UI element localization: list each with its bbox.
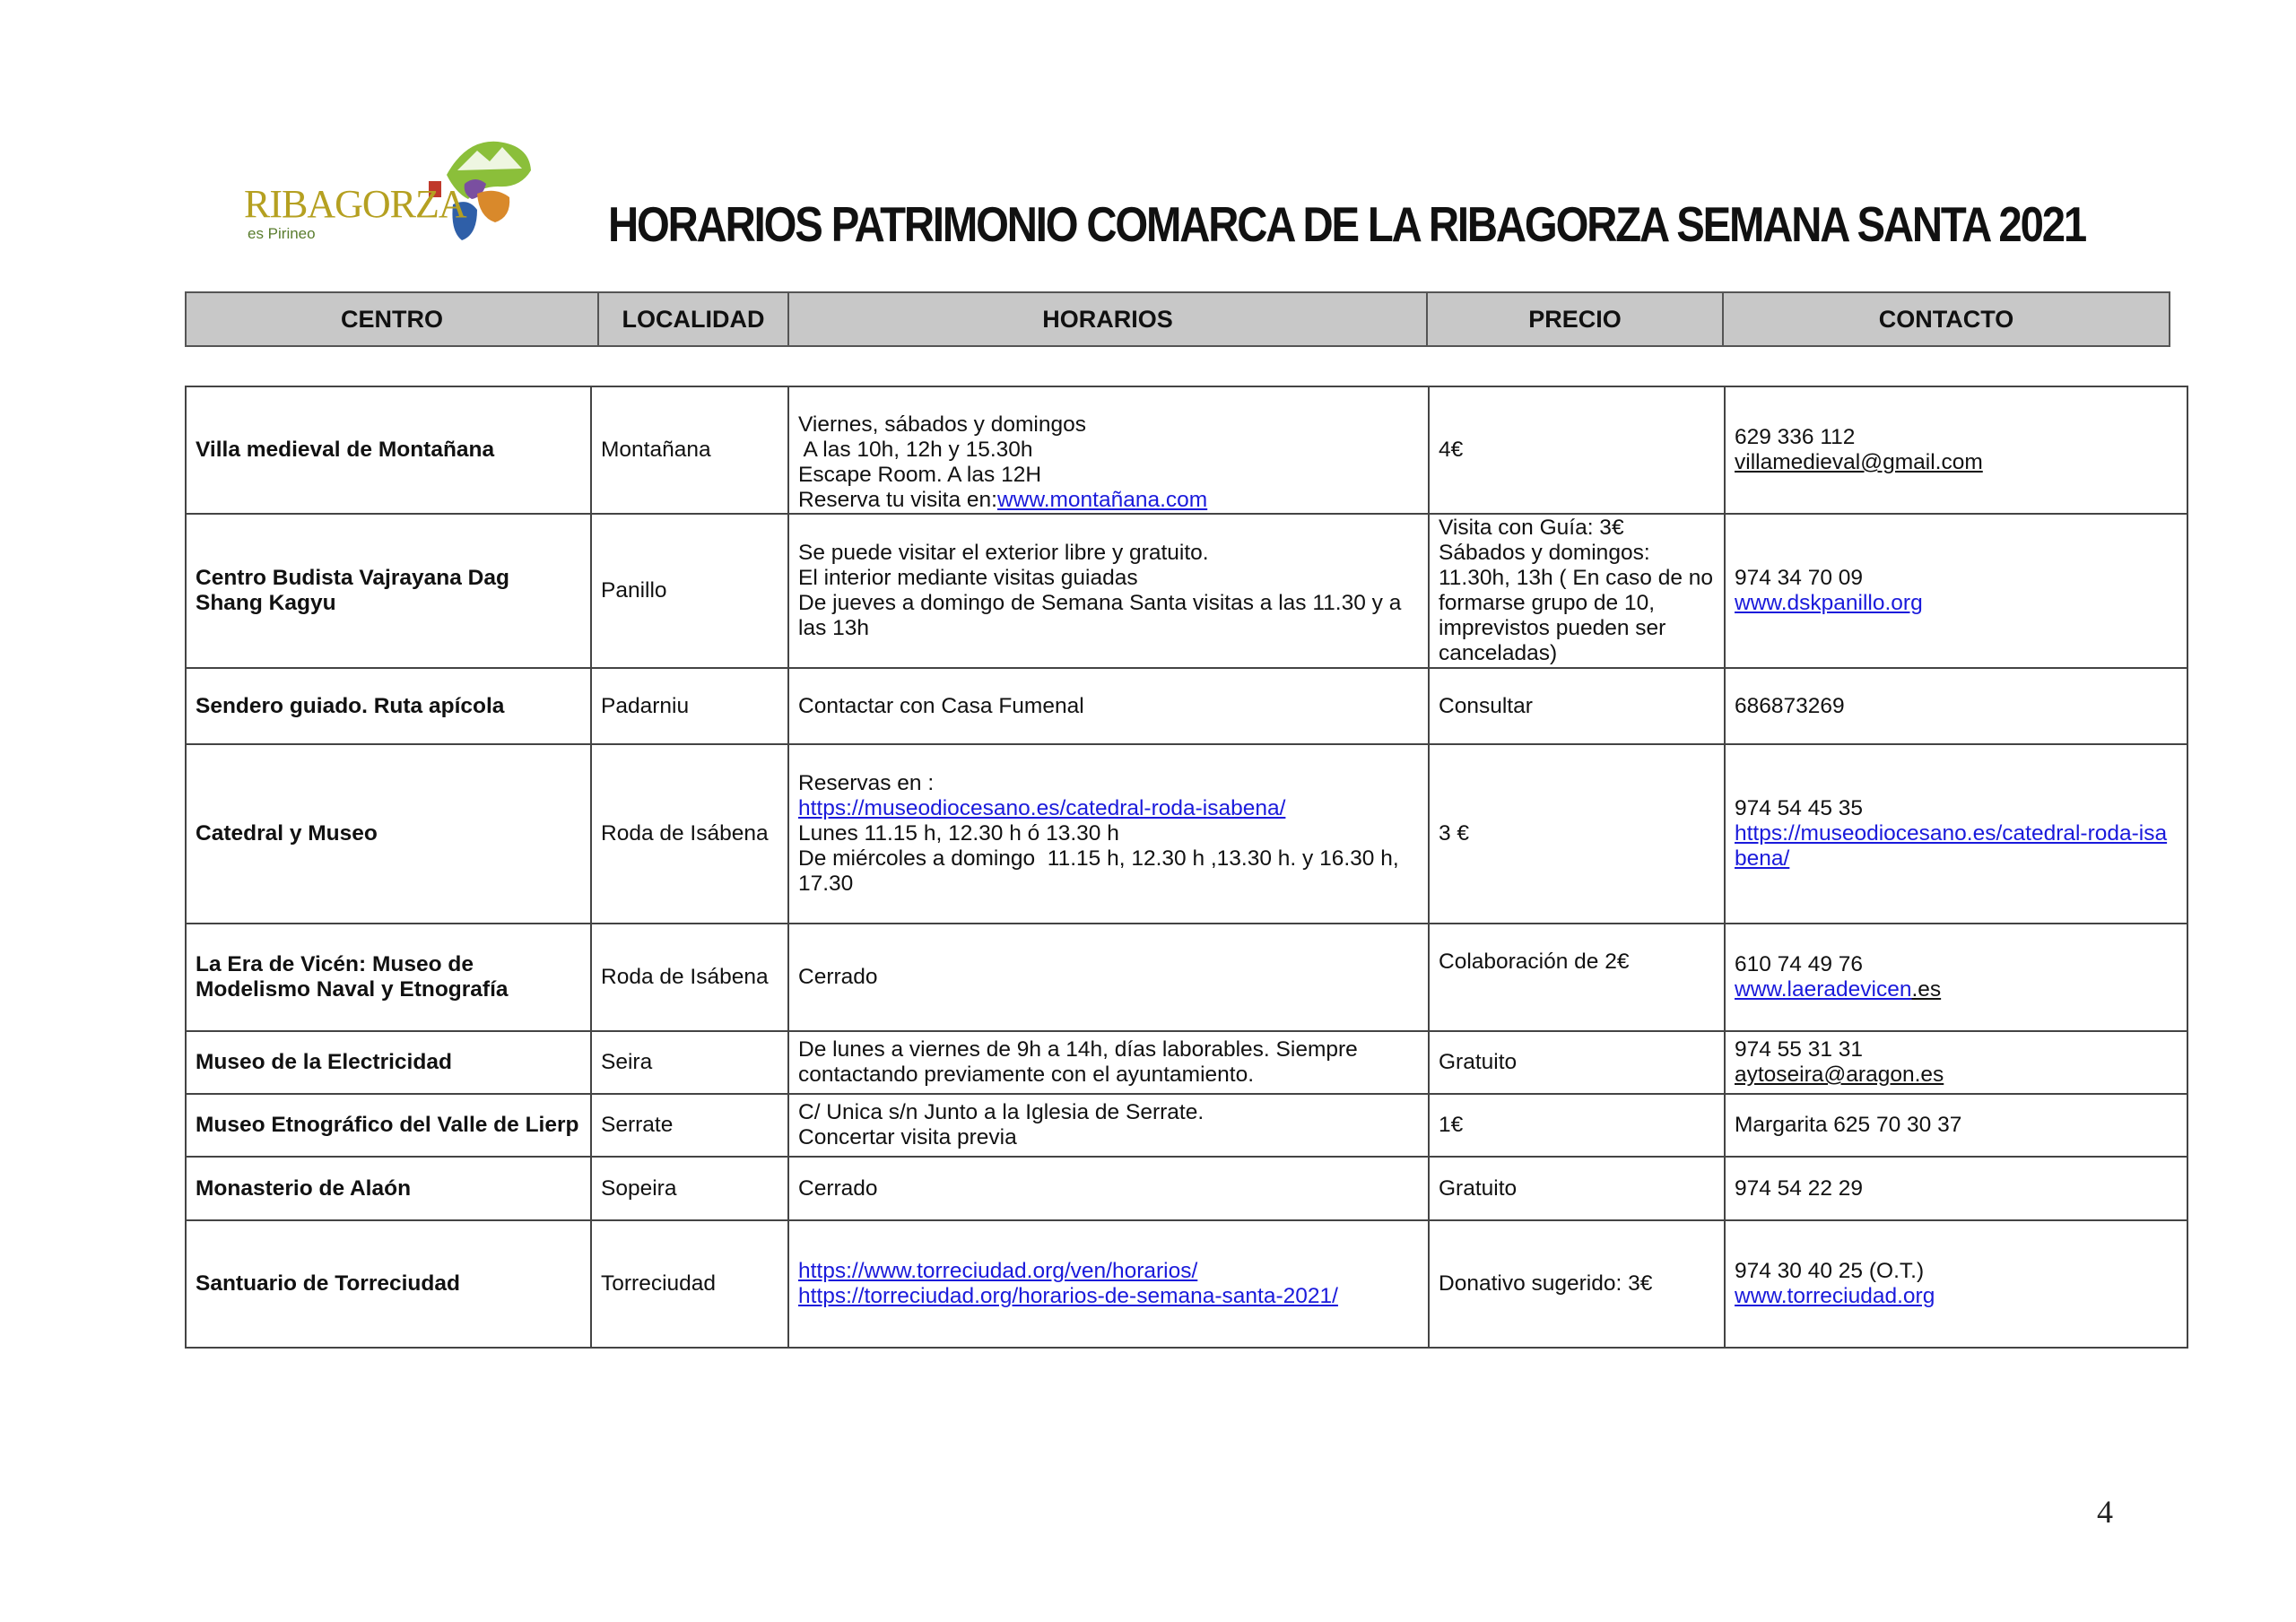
aytoseira-email-link[interactable]: aytoseira@aragon.es	[1735, 1063, 1944, 1087]
contacto-phone: 610 74 49 76	[1735, 952, 1864, 976]
dskpanillo-link[interactable]: www.dskpanillo.org	[1735, 591, 1923, 615]
horarios-line: Se puede visitar el exterior libre y gratuito.	[798, 541, 1209, 565]
precio-cell: Gratuito	[1429, 1157, 1725, 1220]
precio-cell: 4€	[1429, 386, 1725, 514]
column-header-contacto: CONTACTO	[1723, 292, 2170, 346]
contacto-cell: Margarita 625 70 30 37	[1725, 1094, 2187, 1157]
table-row	[186, 668, 2187, 744]
horarios-cell: De lunes a viernes de 9h a 14h, días laborables. Siempre contactando previamente con el ayuntamiento.	[788, 1031, 1429, 1094]
precio-line: Sábados y domingos: 11.30h, 13h ( En caso de no formarse grupo de 10, imprevistos pueden ser canceladas)	[1439, 541, 1714, 665]
table-row	[186, 1220, 2187, 1348]
torreciudad-link[interactable]: www.torreciudad.org	[1735, 1284, 1935, 1308]
horarios-line: De miércoles a domingo 11.15 h, 12.30 h ,13.30 h. y 16.30 h, 17.30	[798, 846, 1405, 896]
precio-cell: 1€	[1429, 1094, 1725, 1157]
horarios-cell: Contactar con Casa Fumenal	[788, 668, 1429, 744]
torreciudad-semana-santa-link[interactable]: https://torreciudad.org/horarios-de-semana-santa-2021/	[798, 1284, 1338, 1308]
localidad-cell: Torreciudad	[591, 1220, 788, 1348]
table-row	[186, 1157, 2187, 1220]
precio-cell: Colaboración de 2€	[1429, 924, 1725, 1031]
contacto-cell: 974 54 22 29	[1725, 1157, 2187, 1220]
torreciudad-horarios-link[interactable]: https://www.torreciudad.org/ven/horarios/	[798, 1259, 1198, 1283]
contacto-cell	[1725, 744, 2187, 924]
localidad-cell: Montañana	[591, 386, 788, 514]
contacto-cell	[1725, 924, 2187, 1031]
horarios-cell	[788, 386, 1429, 514]
centro-cell: Sendero guiado. Ruta apícola	[186, 668, 591, 744]
column-header-table	[185, 291, 2170, 347]
localidad-cell: Panillo	[591, 514, 788, 668]
centro-cell: Villa medieval de Montañana	[186, 386, 591, 514]
centro-cell: Monasterio de Alaón	[186, 1157, 591, 1220]
horarios-line: Concertar visita previa	[798, 1125, 1017, 1149]
montanana-link[interactable]: www.montañana.com	[996, 488, 1208, 512]
laeradevicen-link-suffix: .es	[1911, 977, 1942, 1002]
contacto-phone: 974 55 31 31	[1735, 1037, 1864, 1062]
column-header-localidad: LOCALIDAD	[598, 292, 788, 346]
precio-cell: Gratuito	[1429, 1031, 1725, 1094]
centro-cell: Santuario de Torreciudad	[186, 1220, 591, 1348]
horarios-cell	[788, 1220, 1429, 1348]
contacto-cell	[1725, 386, 2187, 514]
horarios-line: De jueves a domingo de Semana Santa visitas a las 11.30 y a las 13h	[798, 591, 1402, 640]
contacto-cell	[1725, 1220, 2187, 1348]
table-row	[186, 1094, 2187, 1157]
logo-text: RIBAGORZA	[244, 182, 466, 226]
horarios-line: Viernes, sábados y domingos	[798, 412, 1086, 437]
localidad-cell: Padarniu	[591, 668, 788, 744]
horarios-line: El interior mediante visitas guiadas	[798, 566, 1138, 590]
laeradevicen-link[interactable]: www.laeradevicen	[1735, 977, 1912, 1002]
centro-cell: Catedral y Museo	[186, 744, 591, 924]
horarios-line: Reservas en :	[798, 771, 935, 795]
museodiocesano-contact-link[interactable]: https://museodiocesano.es/catedral-roda-isabena/	[1735, 821, 2168, 871]
table-row	[186, 1031, 2187, 1094]
precio-cell: 3 €	[1429, 744, 1725, 924]
horarios-cell	[788, 744, 1429, 924]
localidad-cell: Sopeira	[591, 1157, 788, 1220]
precio-cell: Donativo sugerido: 3€	[1429, 1220, 1725, 1348]
localidad-cell: Serrate	[591, 1094, 788, 1157]
ribagorza-logo	[242, 134, 547, 251]
table-row	[186, 386, 2187, 514]
logo-subtext: es Pirineo	[248, 225, 316, 242]
museodiocesano-link[interactable]: https://museodiocesano.es/catedral-roda-isabena/	[798, 796, 1286, 820]
horarios-cell	[788, 514, 1429, 668]
horarios-cell	[788, 1094, 1429, 1157]
horarios-line: A las 10h, 12h y 15.30h	[798, 438, 1033, 462]
contacto-phone: 974 54 45 35	[1735, 796, 1864, 820]
horarios-line: Lunes 11.15 h, 12.30 h ó 13.30 h	[798, 821, 1119, 846]
contacto-cell: 686873269	[1725, 668, 2187, 744]
precio-cell	[1429, 514, 1725, 668]
localidad-cell: Seira	[591, 1031, 788, 1094]
horarios-cell: Cerrado	[788, 924, 1429, 1031]
precio-line: Visita con Guía: 3€	[1439, 516, 1624, 540]
contacto-email-link[interactable]: villamedieval@gmail.com	[1735, 450, 1983, 474]
column-header-horarios: HORARIOS	[788, 292, 1427, 346]
localidad-cell: Roda de Isábena	[591, 924, 788, 1031]
contacto-phone: 974 30 40 25 (O.T.)	[1735, 1259, 1925, 1283]
page-title: HORARIOS PATRIMONIO COMARCA DE LA RIBAGORZA SEMANA SANTA 2021	[608, 196, 2086, 252]
contacto-cell	[1725, 1031, 2187, 1094]
centro-cell: Centro Budista Vajrayana Dag Shang Kagyu	[186, 514, 591, 668]
horarios-line: Escape Room. A las 12H	[798, 463, 1042, 487]
page-number: 4	[2097, 1494, 2113, 1530]
centro-cell: Museo Etnográfico del Valle de Lierp	[186, 1094, 591, 1157]
horarios-cell: Cerrado	[788, 1157, 1429, 1220]
column-header-precio: PRECIO	[1427, 292, 1723, 346]
table-row	[186, 744, 2187, 924]
localidad-cell: Roda de Isábena	[591, 744, 788, 924]
table-row	[186, 514, 2187, 668]
contacto-cell	[1725, 514, 2187, 668]
horarios-line: C/ Unica s/n Junto a la Iglesia de Serrate.	[798, 1100, 1205, 1124]
contacto-phone: 629 336 112	[1735, 425, 1856, 449]
schedule-table	[185, 386, 2188, 1349]
contacto-phone: 974 34 70 09	[1735, 566, 1864, 590]
centro-cell: La Era de Vicén: Museo de Modelismo Naval y Etnografía	[186, 924, 591, 1031]
table-row	[186, 924, 2187, 1031]
centro-cell: Museo de la Electricidad	[186, 1031, 591, 1094]
precio-cell: Consultar	[1429, 668, 1725, 744]
horarios-line: Reserva tu visita en:	[798, 488, 997, 512]
column-header-centro: CENTRO	[186, 292, 598, 346]
